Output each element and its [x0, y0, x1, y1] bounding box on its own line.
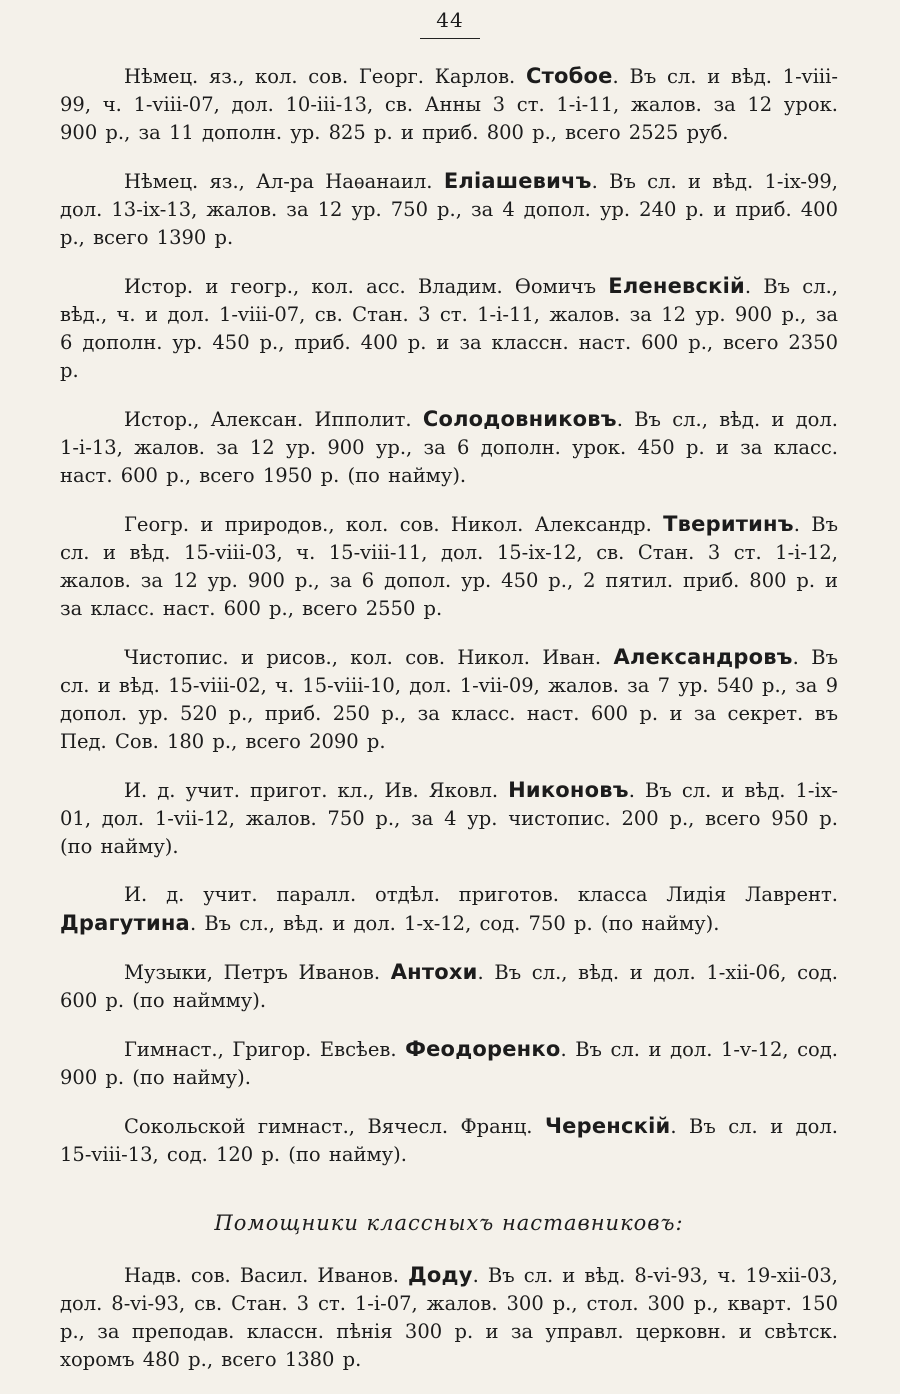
staff-entry: Чистопис. и рисов., кол. сов. Никол. Иван. Александровъ. Въ сл. и вѣд. 15-viii-02, ч. 15-viii-10, дол. 1-vii-09, жалов. за 7 ур. 540 р., за 9 допол. ур. 520 р., приб. 250 р., за класс. наст. 600 р. и за секрет. въ Пед. Сов. 180 р., всего 2090 р. — [60, 645, 838, 753]
page-number: 44 — [436, 8, 464, 32]
staff-entry: Гимнаст., Григор. Евсѣев. Феодоренко. Въ сл. и дол. 1-v-12, сод. 900 р. (по найму). — [60, 1037, 838, 1089]
staff-surname: Никоновъ — [508, 778, 629, 802]
staff-surname: Тверитинъ — [663, 512, 794, 536]
staff-surname: Феодоренко — [405, 1037, 561, 1061]
staff-entry: Музыки, Петръ Иванов. Антохи. Въ сл., вѣд. и дол. 1-xii-06, сод. 600 р. (по наймму). — [60, 960, 838, 1012]
staff-entry: Истор., Алексан. Ипполит. Солодовниковъ. Въ сл., вѣд. и дол. 1-i-13, жалов. за 12 ур. 900 ур., за 6 дополн. урок. 450 р. и за класс. наст. 600 р., всего 1950 р. (по найму). — [60, 407, 838, 487]
staff-surname: Еленевскій — [608, 274, 745, 298]
staff-entry: Нѣмец. яз., Ал-ра Наѳанаил. Еліашевичъ. Въ сл. и вѣд. 1-ix-99, дол. 13-ix-13, жалов. за 12 ур. 750 р., за 4 допол. ур. 240 р. и приб. 400 р., всего 1390 р. — [60, 169, 838, 249]
staff-entry: Геогр. и природов., кол. сов. Никол. Александр. Тверитинъ. Въ сл. и вѣд. 15-viii-03, ч. 15-viii-11, дол. 15-ix-12, св. Стан. 3 ст. 1-i-12, жалов. за 12 ур. 900 р., за 6 допол. ур. 450 р., 2 пятил. приб. 800 р. и за класс. наст. 600 р., всего 2550 р. — [60, 512, 838, 620]
staff-surname: Антохи — [390, 960, 478, 984]
staff-surname: Еліашевичъ — [443, 169, 592, 193]
staff-surname: Драгутина — [60, 911, 190, 935]
staff-surname: Стобое — [526, 64, 613, 88]
staff-list — [60, 62, 838, 1394]
staff-entry: Нѣмец. яз., кол. сов. Георг. Карлов. Стобое. Въ сл. и вѣд. 1-viii-99, ч. 1-viii-07, дол. 10-iii-13, св. Анны 3 ст. 1-i-11, жалов. за 12 урок. 900 р., за 11 дополн. ур. 825 р. и приб. 800 р., всего 2525 руб. — [60, 64, 838, 144]
staff-entry: И. д. учит. паралл. отдѣл. приготов. класса Лидія Лаврент. Драгутина. Въ сл., вѣд. и дол. 1-x-12, сод. 750 р. (по найму). — [60, 883, 838, 935]
section-heading: Помощники классныхъ наставниковъ: — [214, 1211, 684, 1235]
staff-surname: Черенскій — [544, 1114, 671, 1138]
staff-surname: Доду — [408, 1263, 473, 1287]
staff-surname: Солодовниковъ — [422, 407, 617, 431]
staff-entry: И. д. учит. пригот. кл., Ив. Яковл. Никоновъ. Въ сл. и вѣд. 1-ix-01, дол. 1-vii-12, жалов. 750 р., за 4 ур. чистопис. 200 р., всего 950 р. (по найму). — [60, 778, 838, 858]
header-rule — [420, 38, 480, 39]
staff-entry: Надв. сов. Васил. Иванов. Доду. Въ сл. и вѣд. 8-vi-93, ч. 19-xii-03, дол. 8-vi-93, св. Стан. 3 ст. 1-i-07, жалов. 300 р., стол. 300 р., кварт. 150 р., за преподав. классн. пѣнія 300 р. и за управл. церковн. и свѣтск. хоромъ 480 р., всего 1380 р. — [60, 1263, 839, 1371]
staff-entry: Сокольской гимнаст., Вячесл. Франц. Черенскій. Въ сл. и дол. 15-viii-13, сод. 120 р. (по найму). — [60, 1114, 838, 1166]
staff-entry: Истор. и геогр., кол. асс. Владим. Ѳомичъ Еленевскій. Въ сл., вѣд., ч. и дол. 1-viii-07, св. Стан. 3 ст. 1-i-11, жалов. за 12 ур. 900 р., за 6 дополн. ур. 450 р., приб. 400 р. и за классн. наст. 600 р., всего 2350 р. — [60, 274, 838, 382]
staff-surname: Александровъ — [613, 645, 793, 669]
